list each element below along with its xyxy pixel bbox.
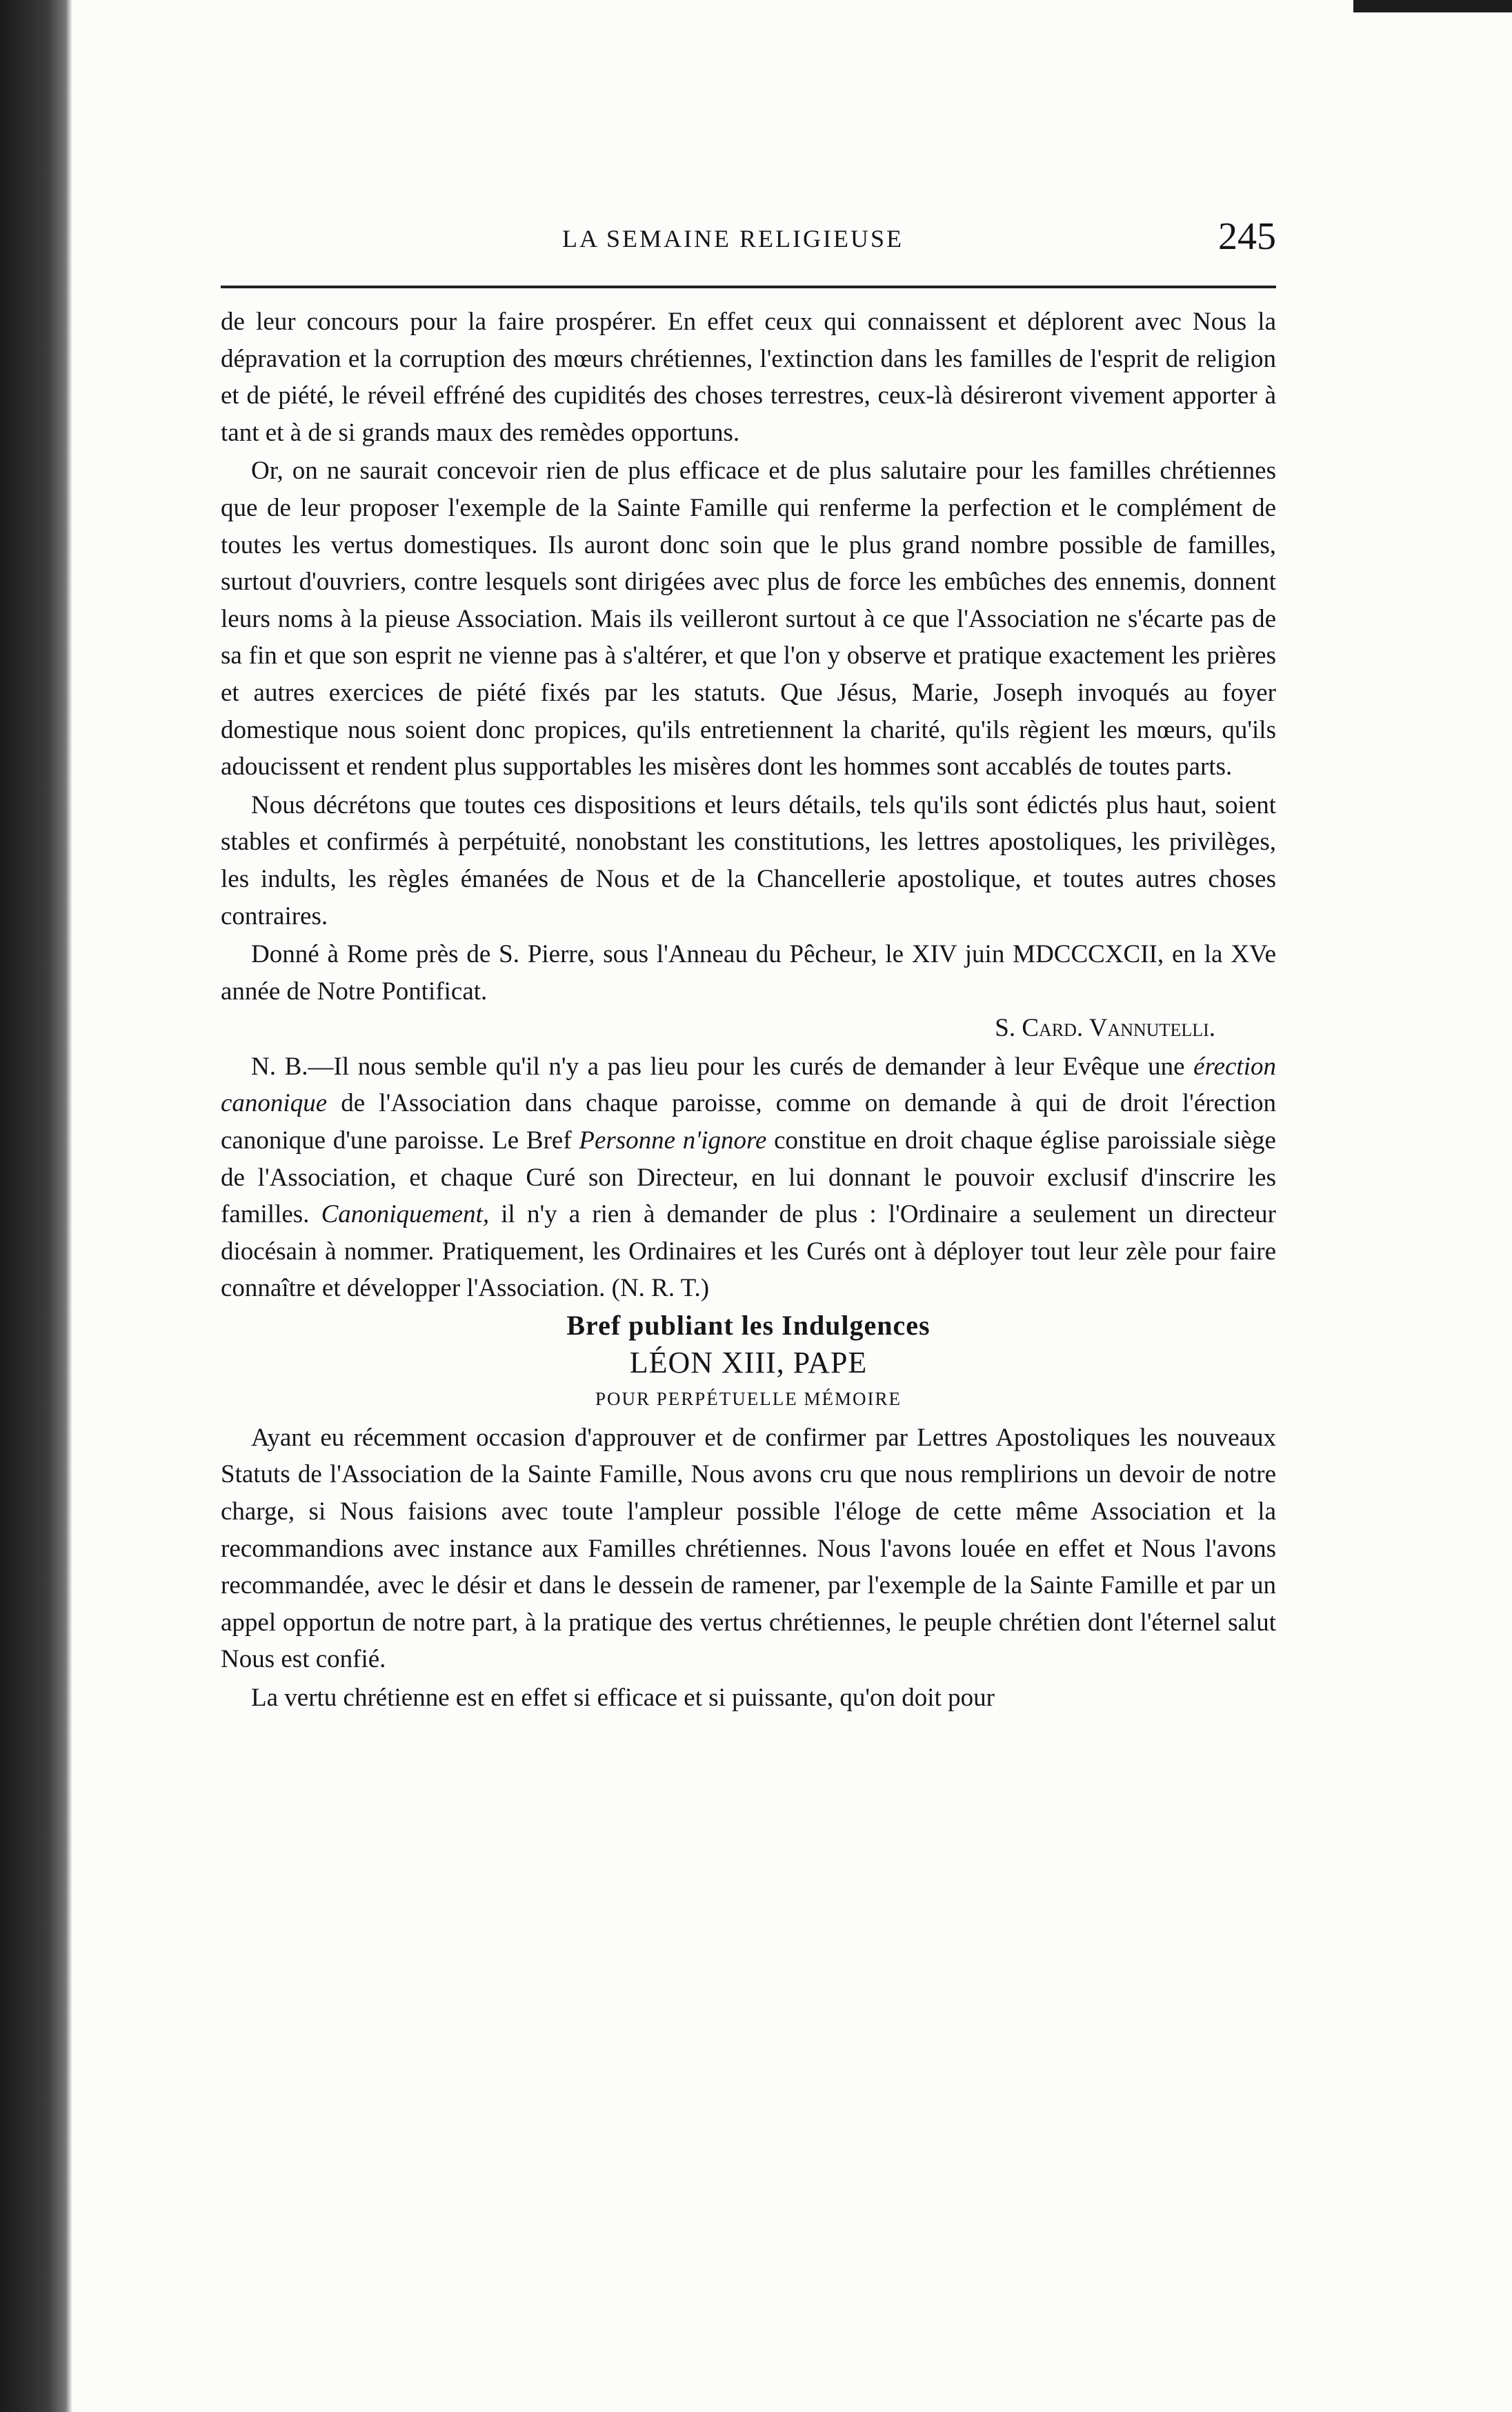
page-body [221,303,1276,1717]
header-rule [221,286,1276,288]
paragraph-note [221,1048,1276,1307]
note-text-mid1: de l'Association dans chaque paroisse, comme on demande à qui de droit l'érection canonique d'une paroisse. Le Bref [221,1089,1276,1155]
pope-heading: LÉON XIII, PAPE [629,1345,868,1379]
brief-heading: Bref publiant les Indulgences [566,1310,931,1342]
note-emphasis-canoniquement: Canoniquement, [321,1200,490,1229]
signature-text: S. Card. Vannutelli. [995,1014,1215,1043]
page-header [221,217,1276,286]
note-text-start: N. B.—Il nous semble qu'il n'y a pas lieu pour les curés de demander à leur Evêque une [251,1052,1194,1081]
note-text-end: il n'y a rien à demander de plus : l'Ordinaire a seulement un directeur diocésain à nommer. Pratiquement, les Ordinaires et les Curés ont à déployer tout leur zèle pour faire connaître et développer l'Association. (N. R. T.) [221,1200,1276,1303]
paragraph-given-at-rome: Donné à Rome près de S. Pierre, sous l'Anneau du Pêcheur, le XIV juin MDCCCXCII, en la XVe année de Notre Pontificat. [221,940,1276,1006]
note-emphasis-erection: érection canonique [221,1052,1276,1118]
memoire-heading: POUR PERPÉTUELLE MÉMOIRE [595,1388,902,1410]
scan-binding-edge [0,0,72,2412]
note-emphasis-personne: Personne n'ignore [579,1126,767,1155]
paragraph-decree: Nous décrétons que toutes ces dispositions et leurs détails, tels qu'ils sont édictés plus haut, soient stables et confirmés à perpétuité, nonobstant les constitutions, les lettres apostoliques, les privilèges, les indults, les règles émanées de Nous et de la Chancellerie apostolique, et toutes autres choses contraires. [221,790,1276,930]
note-text-mid2: constitue en droit chaque église paroissiale siège de l'Association, et chaque Curé son Directeur, en lui donnant le pouvoir exclusif d'inscrire les familles. [221,1126,1276,1229]
paragraph-sainte-famille: Or, on ne saurait concevoir rien de plus efficace et de plus salutaire pour les familles chrétiennes que de leur proposer l'exemple de la Sainte Famille qui renferme la perfection et le complément de toutes les vertus domestiques. Ils auront donc soin que le plus grand nombre possible de familles, surtout d'ouvriers, contre lesquels sont dirigées avec plus de force les embûches des ennemis, donnent leurs noms à la pieuse Association. Mais ils veilleront surtout à ce que l'Association ne s'écarte pas de sa fin et que son esprit ne vienne pas à s'altérer, et que l'on y observe et pratique exactement les prières et autres exercices de piété fixés par les statuts. Que Jésus, Marie, Joseph invoqués au foyer domestique nous soient donc propices, qu'ils entretiennent la charité, qu'ils règient les mœurs, qu'ils adoucissent et rendent plus supportables les misères dont les hommes sont accablés de toutes parts. [221,457,1276,781]
running-title: LA SEMAINE RELIGIEUSE [562,225,904,252]
paragraph-vertu: La vertu chrétienne est en effet si efficace et si puissante, qu'on doit pour [251,1683,995,1712]
paragraph-continuation: de leur concours pour la faire prospérer. En effet ceux qui connaissent et déplorent avec Nous la dépravation et la corruption des mœurs chrétiennes, l'extinction dans les familles de l'esprit de religion et de piété, le réveil effréné des cupidités des choses terrestres, ceux-là désireront vivement apporter à tant et à de si grands maux des remèdes opportuns. [221,308,1276,447]
signature [221,1010,1276,1047]
page-number: 245 [1218,215,1276,258]
paragraph-brief-intro: Ayant eu récemment occasion d'approuver et de confirmer par Lettres Apostoliques les nouveaux Statuts de l'Association de la Sainte Famille, Nous avons cru que nous remplirions un devoir de notre charge, si Nous faisions avec toute l'ampleur possible l'éloge de cette même Association et la recommandions avec instance aux Familles chrétiennes. Nous l'avons louée en effet et Nous l'avons recommandée, avec le désir et dans le dessein de ramener, par l'exemple de la Sainte Famille et par un appel opportun de notre part, à la pratique des vertus chrétiennes, le peuple chrétien dont l'éternel salut Nous est confié. [221,1423,1276,1674]
scan-top-mark [1353,0,1512,12]
